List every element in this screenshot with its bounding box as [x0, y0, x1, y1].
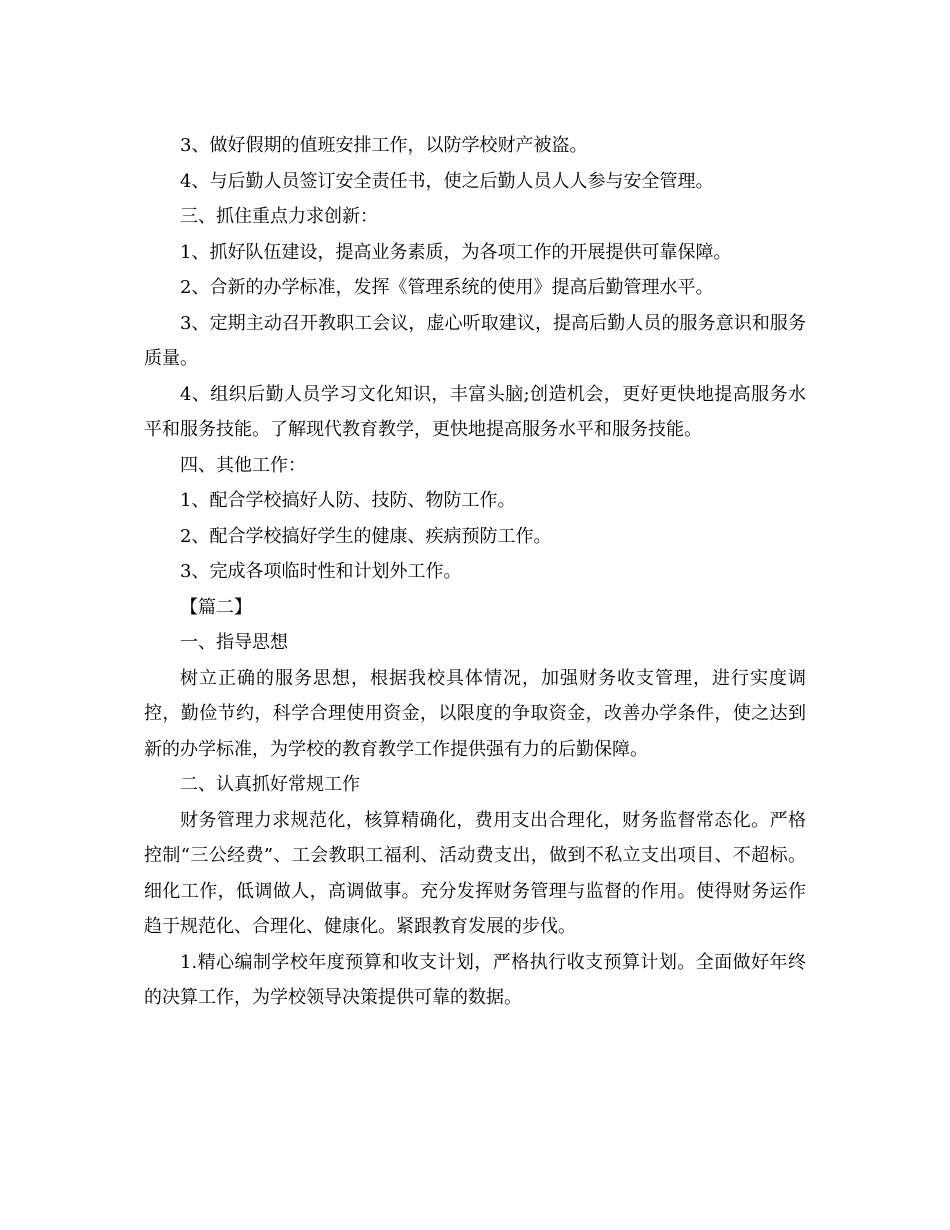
- paragraph-8: 四、其他工作：: [180, 454, 306, 476]
- paragraph-3: 三、抓住重点力求创新：: [180, 206, 378, 227]
- paragraph-13: 一、指导思想: [180, 632, 288, 653]
- paragraph-5: 2、合新的办学标准，发挥《管理系统的使用》提高后勤管理水平。: [180, 277, 714, 298]
- paragraph-11: 3、完成各项临时性和计划外工作。: [180, 561, 462, 582]
- paragraph-1: 3、做好假期的值班安排工作，以防学校财产被盗。: [180, 135, 588, 156]
- paragraph-2: 4、与后勤人员签订安全责任书，使之后勤人员人人参与安全管理。: [180, 170, 714, 192]
- paragraph-7: 4、组织后勤人员学习文化知识，丰富头脑;创造机会，更好更快地提高服务水平和服务技能。了解现代教育教学，更快地提高服务水平和服务技能。: [144, 383, 806, 440]
- paragraph-17: 1.精心编制学校年度预算和收支计划，严格执行收支预算计划。全面做好年终的决算工作，为学校领导决策提供可靠的数据。: [144, 951, 806, 1008]
- section-heading-2: 【篇二】: [180, 596, 252, 618]
- paragraph-6: 3、定期主动召开教职工会议，虚心听取建议，提高后勤人员的服务意识和服务质量。: [144, 312, 806, 369]
- paragraph-4: 1、抓好队伍建设，提高业务素质，为各项工作的开展提供可靠保障。: [180, 241, 732, 263]
- paragraph-14: 树立正确的服务思想，根据我校具体情况，加强财务收支管理，进行实度调控，勤俭节约，科学合理使用资金，以限度的争取资金，改善办学条件，使之达到新的办学标准，为学校的教育教学工作提供强有力的后勤保障。: [144, 667, 806, 760]
- paragraph-10: 2、配合学校搞好学生的健康、疾病预防工作。: [180, 525, 552, 547]
- paragraph-16: 财务管理力求规范化，核算精确化，费用支出合理化，财务监督常态化。严格控制“三公经费”、工会教职工福利、活动费支出，做到不私立支出项目、不超标。细化工作，低调做人，高调做事。充分发挥财务管理与监督的作用。使得财务运作趋于规范化、合理化、健康化。紧跟教育发展的步伐。: [144, 809, 806, 937]
- paragraph-15: 二、认真抓好常规工作: [180, 774, 360, 795]
- document-body: [144, 128, 806, 1016]
- paragraph-9: 1、配合学校搞好人防、技防、物防工作。: [180, 490, 516, 511]
